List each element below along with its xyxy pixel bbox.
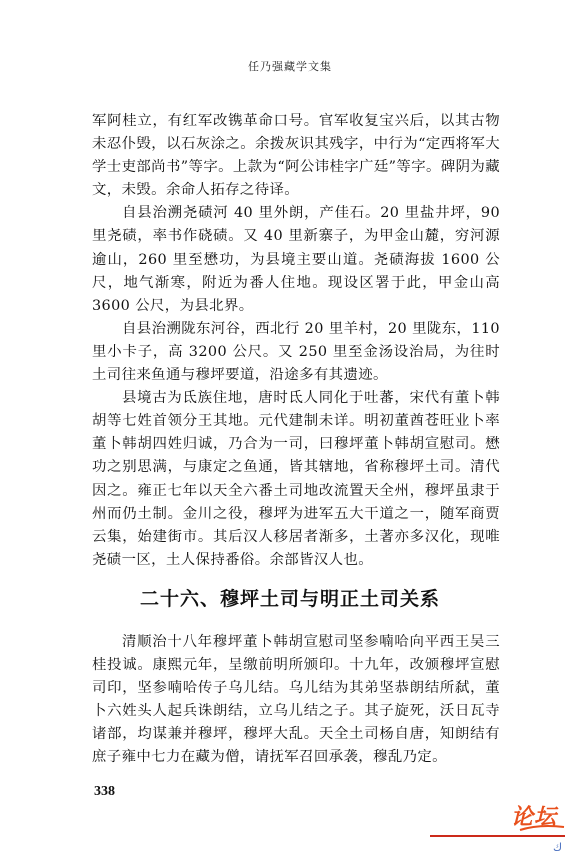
section-heading: 二十六、穆坪土司与明正土司关系 — [139, 588, 440, 610]
paragraph: 县境古为氐族住地，唐时氐人同化于吐蕃，宋代有董卜韩胡等七姓首领分王其地。元代建制未详。明初董酋苍旺业卜率董卜韩胡四姓归诚，乃合为一司，曰穆坪董卜韩胡宣慰司。懋功之别思满，与康定之鱼通，皆其辖地，省称穆坪土司。清代因之。雍正七年以天全六番土司地改流置天全州，穆坪虽隶于州而仍土制。金川之役，穆坪为进军五大干道之一，随军商贾云集，始建街市。其后汉人移居者渐多，土著亦多汉化，现唯尧碛一区，土人保持番俗。余部皆汉人也。 — [92, 390, 500, 568]
paragraph: 自县治溯尧碛河 40 里外朗，产佳石。20 里盐井坪，90 里尧碛，率书作硗碛。又 40 里新寨子，为甲金山麓，穷河源逾山，260 里至懋功，为县境主要山道。尧碛海拔 1600 公尺，地气渐寒，附近为番人住地。现设区署于此，甲金山高 3600 公尺，为县北界。 — [92, 205, 500, 314]
body-text — [92, 110, 500, 572]
footer-rule — [430, 835, 565, 837]
forum-watermark-logo: 论坛 — [511, 805, 558, 830]
running-header: 任乃强藏学文集 — [248, 60, 332, 73]
paragraph: 军阿桂立，有红军改镌革命口号。官军收复宝兴后，以其古物未忍仆毁，以石灰涂之。余拨灰识其残字，中行为“定西将军大学士吏部尚书”等字。上款为“阿公讳桂字广廷”等字。碑阴为藏文，未毁。余命人拓存之待译。 — [92, 113, 500, 199]
paragraph: 自县治溯陇东河谷，西北行 20 里羊村，20 里陇东，110 里小卡子，高 3200 公尺。又 250 里至金汤设治局，为往时土司往来鱼通与穆坪要道，沿途多有其遗迹。 — [92, 320, 500, 384]
page-number: 338 — [94, 784, 115, 799]
watermark-swoosh-icon — [519, 824, 565, 832]
corner-mark: ك — [553, 841, 563, 854]
section-body — [92, 631, 500, 770]
paragraph: 清顺治十八年穆坪董卜韩胡宣慰司坚参喃哈向平西王吴三桂投诚。康熙元年，呈缴前明所颁印。十九年，改颁穆坪宣慰司印，坚参喃哈传子乌儿结。乌儿结为其弟坚恭朗结所弑，董卜六姓头人起兵诛朗结，立乌儿结之子。其子旋死，沃日瓦寺诸部，均谋兼并穆坪，穆坪大乱。天全土司杨自唐，知朗结有庶子雍中七力在藏为僧，请抚军召回承袭，穆乱乃定。 — [92, 634, 500, 766]
